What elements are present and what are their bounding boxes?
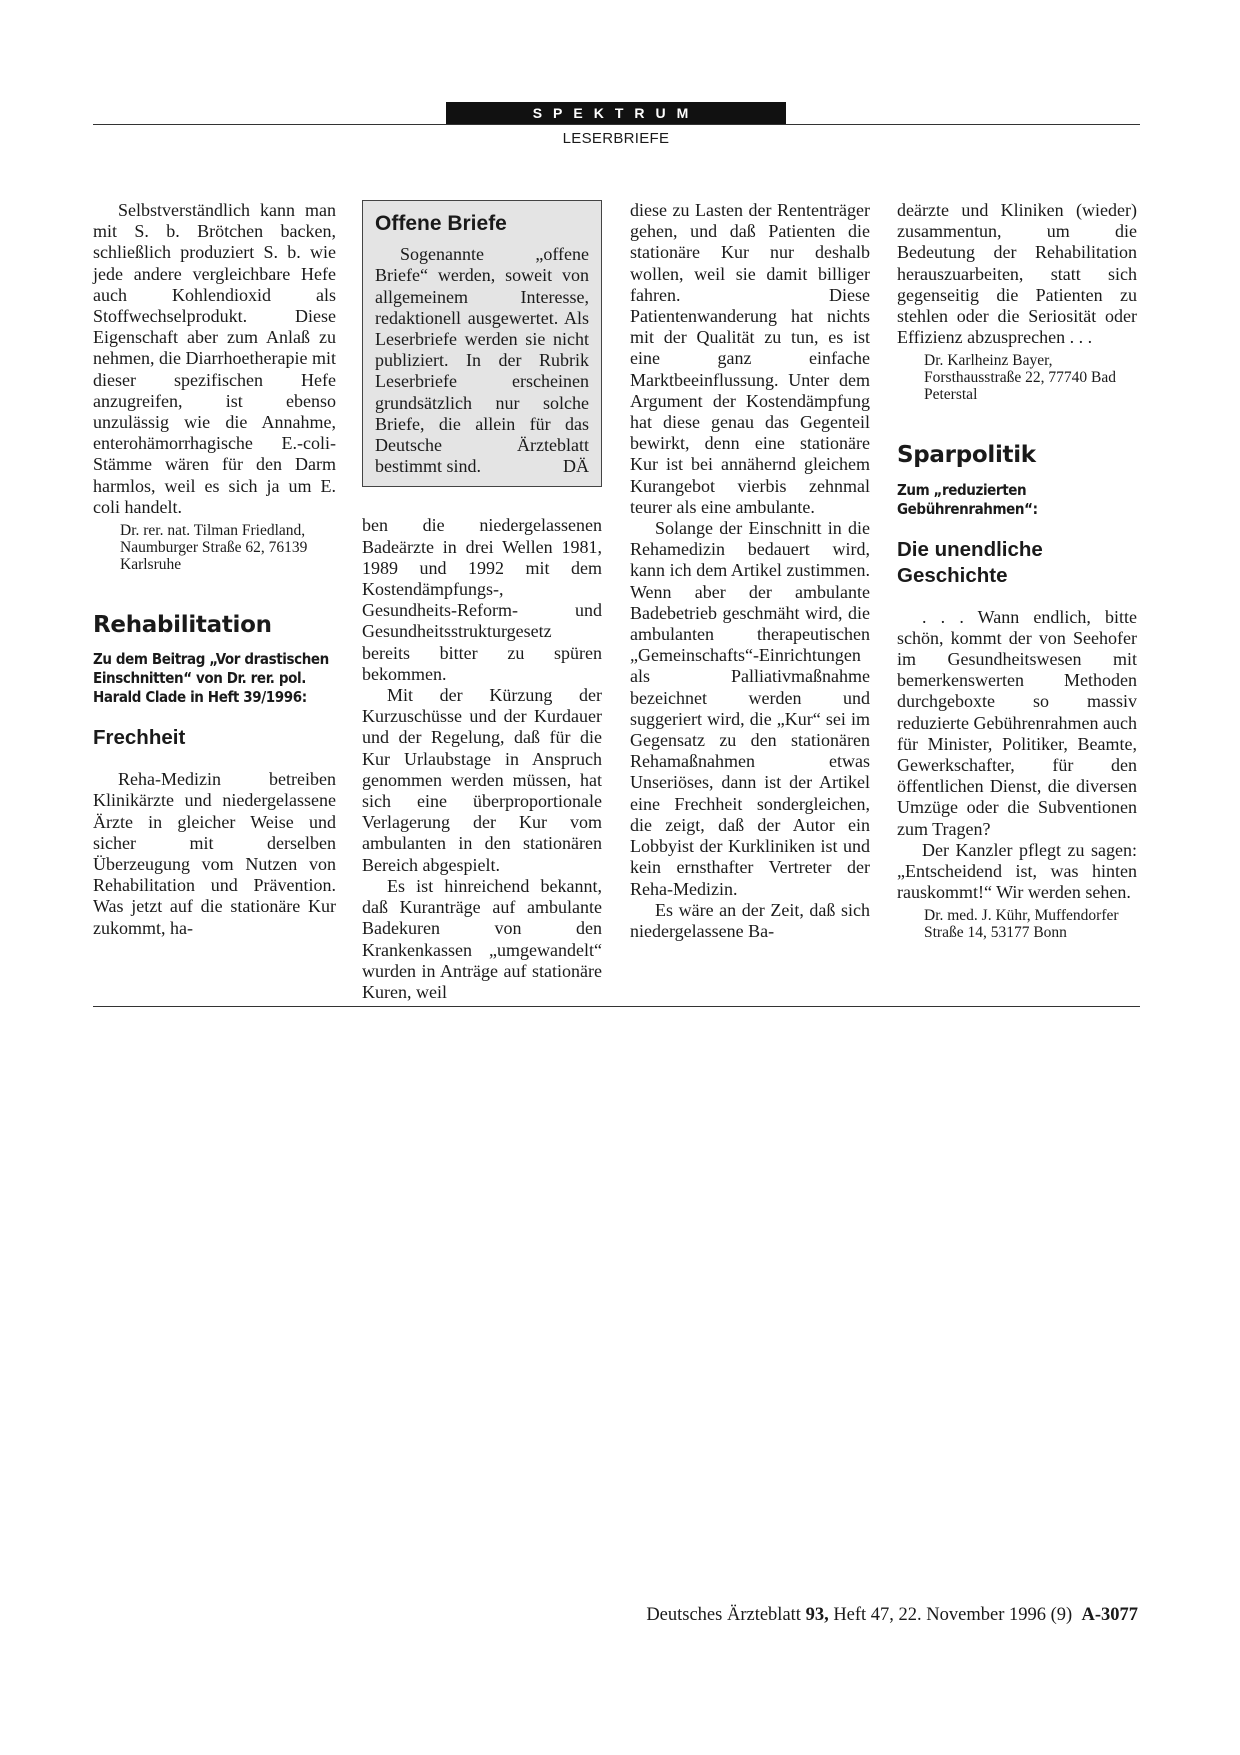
info-box-initials: DÄ bbox=[563, 456, 589, 477]
letter-paragraph: Mit der Kürzung der Kurzuschüsse und der Kurdauer und der Regelung, daß für die Kur Urlaubstage in Anspruch genommen werden müssen, hat sich eine überproportionale Verlagerung der Kur vom ambulanten in den stationären Bereich abgespielt. bbox=[362, 685, 602, 875]
footer-rule bbox=[93, 1006, 1140, 1007]
letter-signature: Dr. Karlheinz Bayer, Forsthausstraße 22, 77740 Bad Peterstal bbox=[924, 352, 1117, 404]
letter-paragraph: ben die niedergelassenen Badeärzte in drei Wellen 1981, 1989 und 1992 mit dem Kostendämpfungs-, Gesundheits-Reform- und Gesundheitsstrukturgesetz bereits bitter zu spüren bekommen. bbox=[362, 515, 602, 684]
letter-paragraph: Selbstverständlich kann man mit S. b. Brötchen backen, schließlich produziert S. b. wie jede andere vergleichbare Hefe auch Kohlendioxid als Stoffwechselprodukt. Diese Eigenschaft aber zum Anlaß zu nehmen, die Diarrhoetherapie mit dieser spezifischen Hefe anzugreifen, ist ebenso unzulässig wie die Annahme, enterohämorrhagische E.-coli-Stämme wären für den Darm harmlos, weil es sich ja um E. coli handelt. bbox=[93, 200, 336, 517]
letter-headline: Frechheit bbox=[93, 726, 186, 750]
info-box-title: Offene Briefe bbox=[375, 212, 507, 235]
journal-name: Deutsches Ärzteblatt bbox=[646, 1605, 801, 1625]
issue-info: Heft 47, 22. November 1996 (9) bbox=[833, 1605, 1073, 1625]
article-reference: Zu dem Beitrag „Vor drastischen Einschnitten“ von Dr. rer. pol. Harald Clade in Heft 39/1996: bbox=[93, 650, 329, 707]
article-reference: Zum „reduzierten Gebührenrahmen“: bbox=[897, 480, 1038, 518]
info-box bbox=[362, 200, 602, 487]
section-heading: Rehabilitation bbox=[93, 612, 272, 639]
letter-paragraph: Der Kanzler pflegt zu sagen: „Entscheidend ist, was hinten rauskommt!“ Wir werden sehen. bbox=[897, 839, 1137, 903]
page-footer bbox=[646, 1605, 1138, 1626]
letter-paragraph: Solange der Einschnitt in die Rehamedizin bedauert wird, kann ich dem Artikel zustimmen. Wenn aber der ambulante Badebetrieb geschmäht wird, die ambulanten therapeutischen „Gemeinschafts“-Einrichtungen als Palliativmaßnahme bezeichnet werden und suggeriert wird, die „Kur“ sei im Gegensatz zu den stationären Rehamaßnahmen etwas Unseriöses, dann ist der Artikel eine Frechheit sondergleichen, die zeigt, daß der Autor ein Lobbyist der Kurkliniken ist und kein ernsthafter Vertreter der Reha-Medizin. bbox=[630, 518, 870, 899]
section-subtitle: LESERBRIEFE bbox=[562, 130, 670, 147]
letter-paragraph: Es wäre an der Zeit, daß sich niedergelassene Ba- bbox=[630, 899, 870, 941]
info-box-text bbox=[375, 244, 589, 477]
column-3 bbox=[630, 200, 870, 942]
letter-paragraph: diese zu Lasten der Rententräger gehen, und daß Patienten die stationäre Kur nur deshalb wollen, weil sie damit billiger fahren. Diese Patientenwanderung hat nichts mit der Qualität zu tun, es ist eine ganz einfache Marktbeeinflussung. Unter dem Argument der Kostendämpfung hat diese genau das Gegenteil bewirkt, denn eine stationäre Kur ist bei annähernd gleichem Kurangebot vierbis zehnmal teurer als eine ambulante. bbox=[630, 200, 870, 517]
section-heading: Sparpolitik bbox=[897, 442, 1036, 469]
letter-paragraph: Reha-Medizin betreiben Klinikärzte und niedergelassene Ärzte in gleicher Weise und sicher mit derselben Überzeugung vom Nutzen von Rehabilitation und Prävention. Was jetzt auf die stationäre Kur zukommt, ha- bbox=[93, 769, 336, 938]
journal-volume: 93, bbox=[805, 1605, 829, 1625]
column-4 bbox=[897, 200, 1137, 941]
letter-paragraph: Es ist hinreichend bekannt, daß Kuranträge auf ambulante Badekuren von den Krankenkassen „umgewandelt“ wurden in Anträge auf stationäre Kuren, weil bbox=[362, 875, 602, 1002]
letter-signature: Dr. rer. nat. Tilman Friedland, Naumburger Straße 62, 76139 Karlsruhe bbox=[120, 522, 308, 574]
info-box-body: Sogenannte „offene Briefe“ werden, soweit von allgemeinem Interesse, redaktionell ausgewertet. Als Leserbriefe werden sie nicht publiziert. In der Rubrik Leserbriefe erscheinen grundsätzlich nur solche Briefe, die allein für das Deutsche Ärzteblatt bestimmt sind. bbox=[375, 244, 589, 477]
page-number: A-3077 bbox=[1081, 1605, 1138, 1625]
letter-headline: Die unendliche Geschichte bbox=[897, 537, 1043, 587]
letter-paragraph: . . . Wann endlich, bitte schön, kommt der von Seehofer im Gesundheitswesen mit bemerkenswerten Methoden durchgeboxte so massiv reduzierte Gebührenrahmen auch für Minister, Politiker, Beamte, Gewerkschafter, für den öffentlichen Dienst, die diversen Umzüge oder die Subventionen zum Tragen? bbox=[897, 606, 1137, 839]
column-2 bbox=[362, 200, 602, 1003]
section-band: SPEKTRUM bbox=[446, 102, 786, 124]
letter-paragraph: deärzte und Kliniken (wieder) zusammentun, um die Bedeutung der Rehabilitation herauszuarbeiten, statt sich gegenseitig die Patienten zu stehlen oder die Seriosität oder Effizienz abzusprechen . . . bbox=[897, 200, 1137, 348]
column-1 bbox=[93, 200, 336, 939]
header-rule bbox=[93, 124, 1140, 125]
letter-signature: Dr. med. J. Kühr, Muffendorfer Straße 14, 53177 Bonn bbox=[924, 907, 1119, 942]
